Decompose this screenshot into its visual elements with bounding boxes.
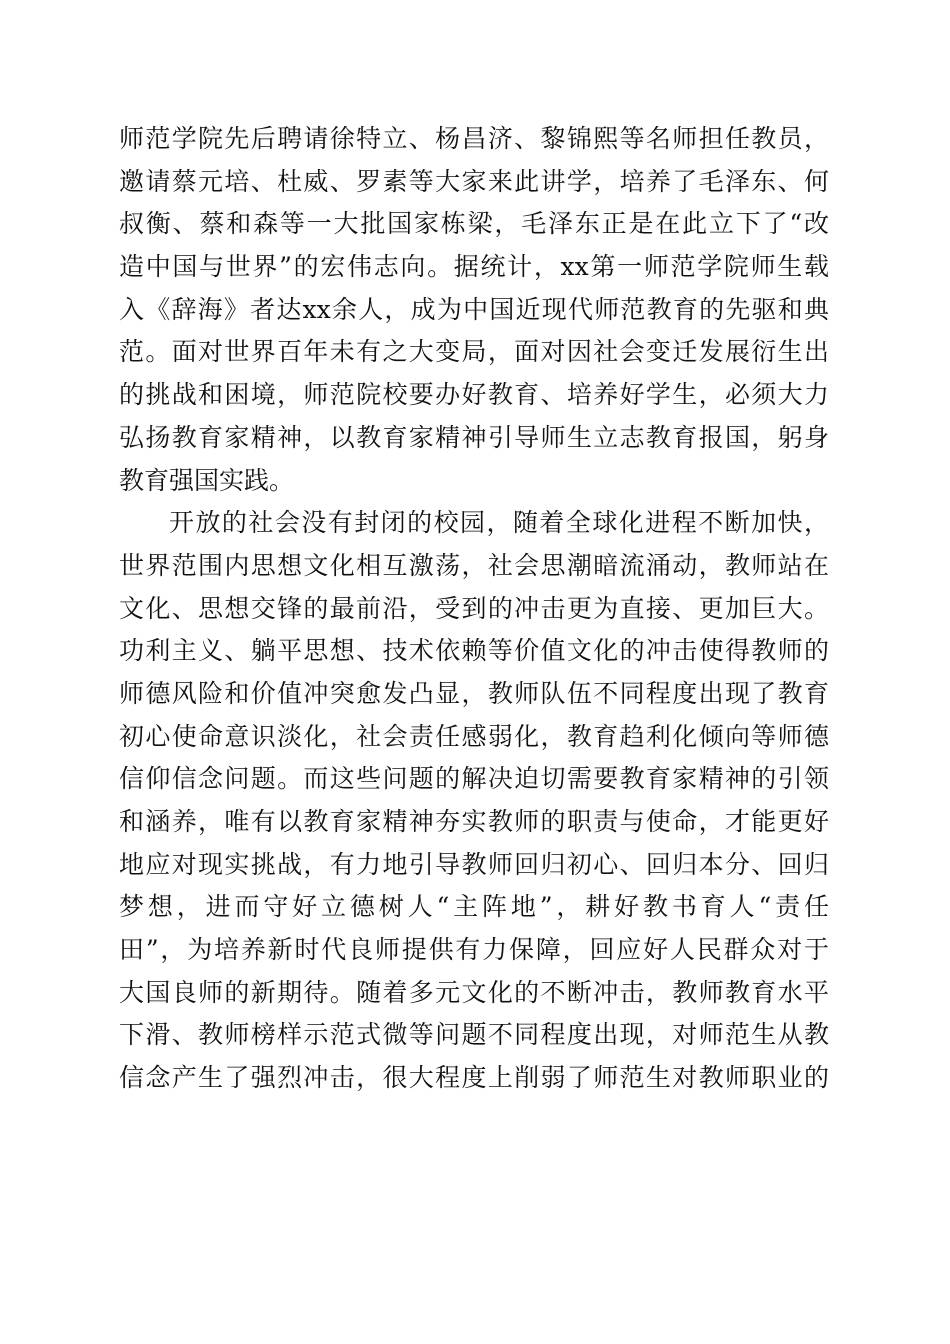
paragraph-1-line-7: 的挑战和困境，师范院校要办好教育、培养好学生，必须大力 — [119, 380, 829, 410]
paragraph-1-line-8: 弘扬教育家精神，以教育家精神引导师生立志教育报国，躬身 — [119, 422, 829, 452]
paragraph-1-line-5: 入《辞海》者达xx余人，成为中国近现代师范教育的先驱和典 — [119, 294, 829, 324]
paragraph-2-line-3: 文化、思想交锋的最前沿，受到的冲击更为直接、更加巨大。 — [119, 593, 829, 623]
paragraph-2-line-13: 下滑、教师榜样示范式微等问题不同程度出现，对师范生从教 — [119, 1020, 829, 1050]
paragraph-2-line-5: 师德风险和价值冲突愈发凸显，教师队伍不同程度出现了教育 — [119, 678, 829, 708]
paragraph-2-line-11: 田”，为培养新时代良师提供有力保障，回应好人民群众对于 — [119, 935, 829, 965]
paragraph-2-line-8: 和涵养，唯有以教育家精神夯实教师的职责与使命，才能更好 — [119, 807, 829, 836]
paragraph-1-line-3: 叔衡、蔡和森等一大批国家栋梁，毛泽东正是在此立下了“改 — [119, 209, 829, 239]
paragraph-2-line-9: 地应对现实挑战，有力地引导教师回归初心、回归本分、回归 — [119, 849, 829, 879]
paragraph-1-line-4: 造中国与世界”的宏伟志向。据统计，xx第一师范学院师生载 — [119, 252, 829, 282]
paragraph-2-line-12: 大国良师的新期待。随着多元文化的不断冲击，教师教育水平 — [119, 977, 829, 1007]
paragraph-2-line-10: 梦想，进而守好立德树人“主阵地”，耕好教书育人“责任 — [119, 892, 829, 922]
paragraph-1-line-9: 教育强国实践。 — [119, 465, 295, 495]
paragraph-2-line-7: 信仰信念问题。而这些问题的解决迫切需要教育家精神的引领 — [119, 764, 829, 794]
paragraph-1-line-6: 范。面对世界百年未有之大变局，面对因社会变迁发展衍生出 — [119, 337, 829, 367]
paragraph-2-line-14: 信念产生了强烈冲击，很大程度上削弱了师范生对教师职业的 — [119, 1063, 829, 1093]
body-text — [119, 118, 829, 1100]
paragraph-1-line-1: 师范学院先后聘请徐特立、杨昌济、黎锦熙等名师担任教员， — [119, 124, 829, 153]
paragraph-2-line-1: 开放的社会没有封闭的校园，随着全球化进程不断加快， — [169, 508, 829, 538]
paragraph-2-line-6: 初心使命意识淡化，社会责任感弱化，教育趋利化倾向等师德 — [119, 721, 829, 751]
paragraph-2-line-4: 功利主义、躺平思想、技术依赖等价值文化的冲击使得教师的 — [119, 636, 829, 666]
paragraph-2-line-2: 世界范围内思想文化相互激荡，社会思潮暗流涌动，教师站在 — [119, 550, 829, 580]
paragraph-1-line-2: 邀请蔡元培、杜威、罗素等大家来此讲学，培养了毛泽东、何 — [119, 166, 829, 196]
